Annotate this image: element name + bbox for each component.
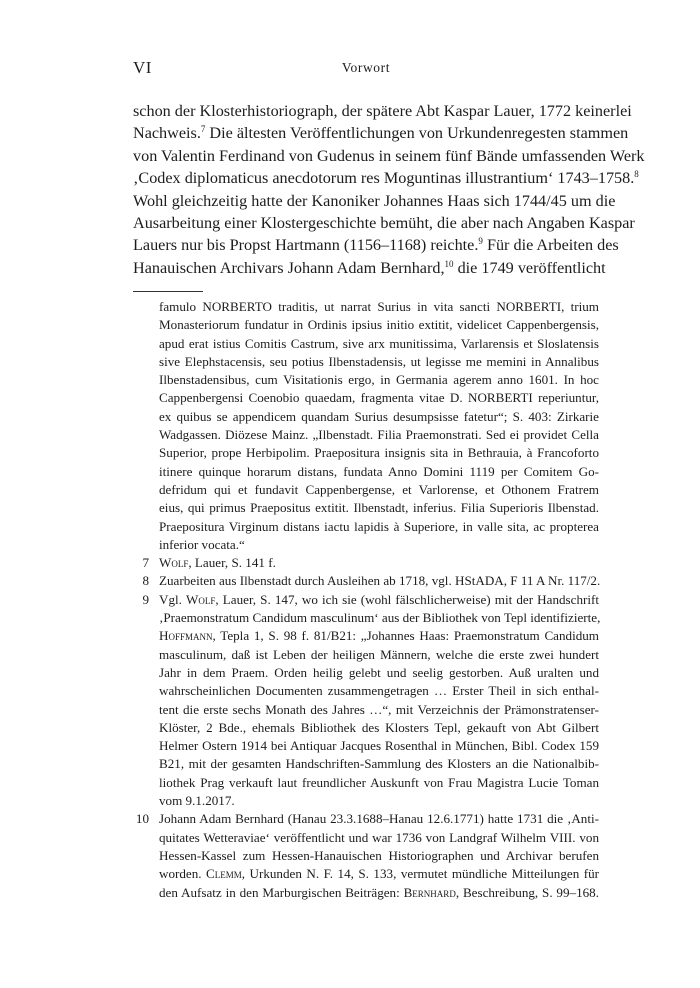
footnote-number: 8 (142, 573, 149, 589)
text-line: Ausarbeitung einer Klostergeschichte bemüht, die aber nach Angaben Kaspar (133, 214, 635, 233)
footnote-ref[interactable]: 10 (444, 258, 454, 269)
author-name: Wolf (159, 555, 189, 571)
footnote-ref[interactable]: 9 (478, 236, 483, 247)
text-line: schon der Klosterhistoriograph, der spätere Abt Kaspar Lauer, 1772 keinerlei (133, 102, 632, 120)
footnote-number: 9 (142, 591, 149, 607)
main-text (133, 100, 645, 279)
footnote-9: 9 Vgl. Wolf, Lauer, S. 147, wo ich sie (wohl fälschlicherweise) mit der Handschrift ‚Praemonstratum Candidum masculinum‘ aus der Bibliothek von Tepl identifizierte, Hoffmann, Tepla 1, S. 98 f. 81/B21: „Johannes Haas: Praemonstratum Candidum masculinum, daß ist Leben der heiligen Männern, welche die erste zwei hundert Jahr in dem Praem. Orden heilig gelebt und seelig gestorben. Auß uralten und wahrscheinlichen Documenten zusammengetragen … Erster Theil in sich enthal- tent die erste sechs Monath des Jahres …“, mit Verzeichnis der Prämonstratenser- Klöster, 2 Bde., ehemals Bibliothek des Klosters Tepl, gekauft von Abt Gilbert Helmer Ostern 1914 bei Antiquar Jacques Rosenthal in München, Bibl. Codex 159 B21, mit der gesamten Handschriften-Sammlung des Klosters an die Nationalbib- liothek Prag verkauft laut freundlicher Auskunft von Frau Magistra Lucie Toman vom 9.1.2017. (133, 591, 599, 811)
author-name: Wolf (186, 591, 216, 607)
page-header (133, 58, 599, 80)
footnote-number: 7 (142, 555, 149, 571)
footnote-ref[interactable]: 7 (200, 124, 206, 135)
text-line: Wohl gleichzeitig hatte der Kanoniker Johannes Haas sich 1744/45 um die (133, 191, 616, 210)
footnote-8: 8 Zuarbeiten aus Ilbenstadt durch Ausleihen ab 1718, vgl. HStADA, F 11 A Nr. 117/2. (133, 572, 599, 590)
text-line: von Valentin Ferdinand von Gudenus in seinem fünf Bände umfassenden Werk (133, 146, 645, 165)
footnote-separator (133, 291, 203, 292)
text-line: Hanauischen Archivars Johann Adam Bernhard,$^{10}$ die 1749 veröffentlicht (133, 258, 606, 277)
page-number: VI (133, 58, 152, 77)
footnote-7: 7 Wolf, Lauer, S. 141 f. (133, 554, 599, 572)
author-name: Bernhard (403, 884, 456, 900)
footnote-ref[interactable]: 8 (634, 169, 639, 180)
text-line: ‚Codex diplomaticus anecdotorum res Moguntinas illustrantium‘ 1743–1758.$^8$ (133, 169, 639, 188)
footnote-number: 10 (135, 811, 149, 827)
author-name: Clemm (206, 866, 242, 882)
footnote-continuation: famulo NORBERTO traditis, ut narrat Surius in vita sancti NORBERTI, trium Monasteriorum fundatur in Ordinis ipsius initio extitit, videlicet Cappenbergensis, apud erat istius Comitis Castrum, sive arx munitissima, Varlarensis et Sloslatensis sive Elephstacensis, seu potius Ilbenstadensis, ut legisse me memini in Annalibus Ilbenstadensibus, cum Visitationis ergo, in Germania agerem anno 1601. In hoc Cappenbergensi Coenobio quaedam, fragmenta vitae D. NORBERTI reperiuntur, ex quibus se appendicem quandam Surius desumpsisse fatetur“; S. 403: Zirkarie Wadgassen. Diözese Mainz. „Ilbenstadt. Filia Praemonstrati. Sed ei providet Cella Superior, prope Herbipolim. Praepositura insignis sita in Bethrauia, à Francoforto itinere quinque horarum distans, fundata Anno Domini 1119 per Comitem Go- defridum qui et fundavit Cappenbergense, et Varlorense, et Othonem Fratrem eius, qui primus Praepositus extitit. Ilbenstadt, inferius. Filia Superioris Ilbenstad. Praepositura Virginum distans iactu lapidis à Superiore, in valle sita, ac propterea inferior vocata.“ (159, 299, 599, 552)
author-name: Hoffmann (159, 628, 213, 644)
text-line: Nachweis.$^7$ Die ältesten Veröffentlichungen von Urkundenregesten stammen (133, 124, 629, 143)
running-title: Vorwort (341, 60, 391, 75)
footnotes (133, 298, 599, 902)
text-line: Lauers nur bis Propst Hartmann (1156–1168) reichte.$^9$ Für die Arbeiten des (133, 236, 619, 255)
footnote-10: 10 Johann Adam Bernhard (Hanau 23.3.1688–Hanau 12.6.1771) hatte 1731 die ‚Anti- quitates Wetteraviae‘ veröffentlicht und war 1736 von Landgraf Wilhelm VIII. von Hessen-Kassel zum Hessen-Hanauischen Historiographen und Archivar berufen worden. Clemm, Urkunden N. F. 14, S. 133, vermutet mündliche Mitteilungen für den Aufsatz in den Marburgischen Beiträgen: Bernhard, Beschreibung, S. 99–168. (133, 810, 599, 901)
